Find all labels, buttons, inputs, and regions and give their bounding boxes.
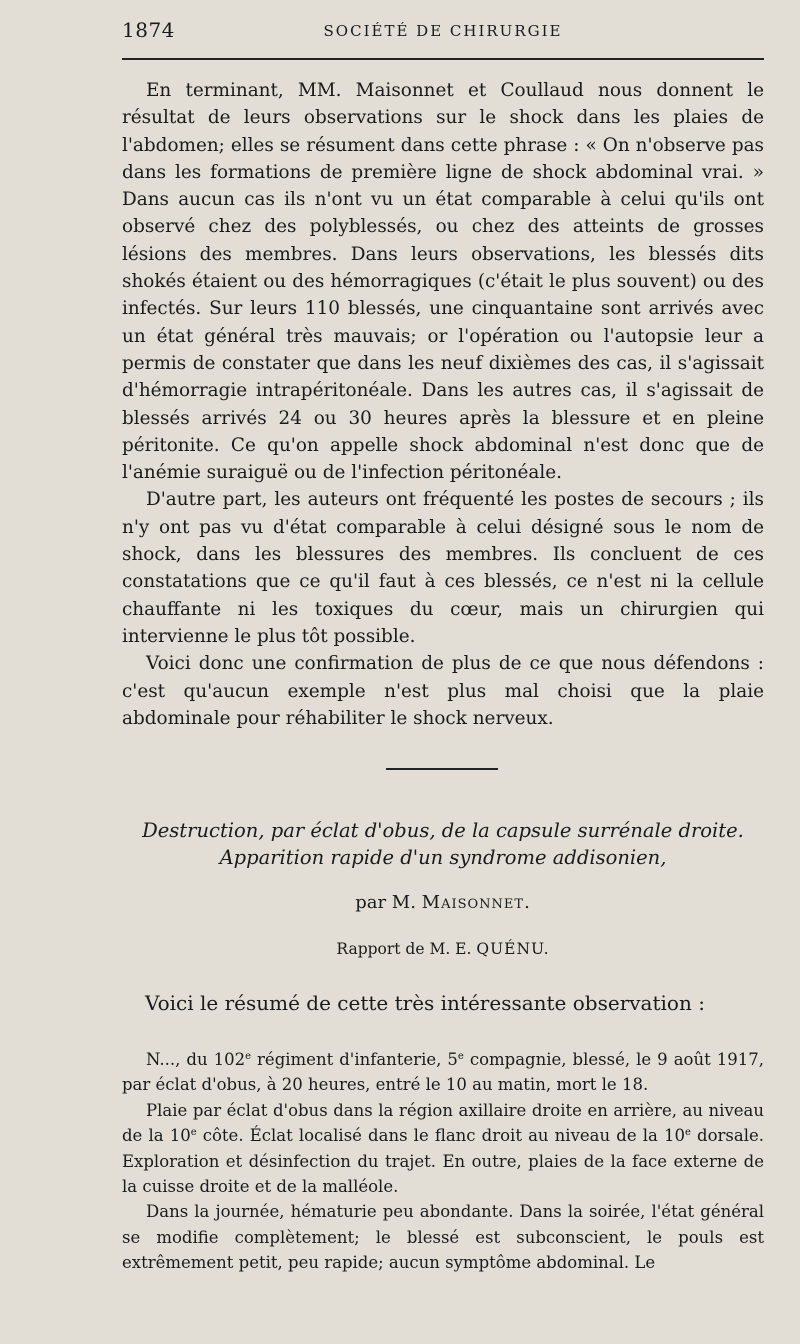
header-rule (122, 58, 764, 60)
report-prefix: Rapport de M. E. (336, 940, 472, 958)
paragraph: Dans la journée, hématurie peu abondante. Dans la soirée, l'état général se modifie complètement; le blessé est subconscient, le pouls est extrêmement petit, peu rapide; aucun symptôme abdominal. Le (122, 1202, 764, 1273)
observation-text (122, 1047, 764, 1276)
author-prefix: par M. (355, 892, 416, 913)
summary-intro: Voici le résumé de cette très intéressante observation : (145, 991, 705, 1015)
page-number: 1874 (122, 18, 175, 42)
paragraph: D'autre part, les auteurs ont fréquenté les postes de secours ; ils n'y ont pas vu d'état comparable à celui désigné sous le nom de shock, dans les blessures des membres. Ils concluent de ces constatations que ce qu'il faut à ces blessés, ce n'est ni la cellule chauffante ni les toxiques du cœur, mais un chirurgien qui intervienne le plus tôt possible. (122, 489, 764, 647)
paragraph: Voici donc une confirmation de plus de ce que nous défendons : c'est qu'aucun exemple n'est plus mal choisi que la plaie abdominale pour réhabiliter le shock nerveux. (122, 653, 764, 729)
section-title (122, 817, 764, 871)
paragraph: N..., du 102e régiment d'infanterie, 5e compagnie, blessé, le 9 août 1917, par éclat d'obus, à 20 heures, entré le 10 au matin, mort le 18. (122, 1050, 764, 1095)
running-head: SOCIÉTÉ DE CHIRURGIE (323, 22, 563, 40)
paragraph: En terminant, MM. Maisonnet et Coullaud nous donnent le résultat de leurs observations sur le shock dans les plaies de l'abdomen; elles se résument dans cette phrase : « On n'observe pas dans les formations de première ligne de shock abdominal vrai. » Dans aucun cas ils n'ont vu un état comparable à celui qu'ils ont observé chez des polyblessés, ou chez des atteints de grosses lésions des membres. Dans leurs observations, les blessés dits shokés étaient ou des hémorragiques (c'était le plus souvent) ou des infectés. Sur leurs 110 blessés, une cinquantaine sont arrivés avec un état général très mauvais; or l'opération ou l'autopsie leur a permis de constater que dans les neuf dixièmes des cas, il s'agissait d'hémorragie intrapéritonéale. Dans les autres cas, il s'agissait de blessés arrivés 24 ou 30 heures après la blessure et en pleine péritonite. Ce qu'on appelle shock abdominal n'est donc que de l'anémie suraiguë ou de l'infection péritonéale. (122, 80, 764, 484)
discussion-text (122, 77, 764, 732)
report-line (122, 940, 764, 958)
author-name: Maisonnet. (421, 892, 531, 913)
section-title-line: Apparition rapide d'un syndrome addisonien, (219, 846, 667, 869)
reporter-name: QUÉNU. (476, 940, 550, 958)
author-line (122, 892, 764, 913)
section-title-line: Destruction, par éclat d'obus, de la capsule surrénale droite. (142, 819, 744, 842)
paragraph: Plaie par éclat d'obus dans la région axillaire droite en arrière, au niveau de la 10e côte. Éclat localisé dans le flanc droit au niveau de la 10e dorsale. Exploration et désinfection du trajet. En outre, plaies de la face externe de la cuisse droite et de la malléole. (122, 1100, 764, 1197)
section-divider (386, 768, 498, 770)
page-header (122, 18, 764, 48)
